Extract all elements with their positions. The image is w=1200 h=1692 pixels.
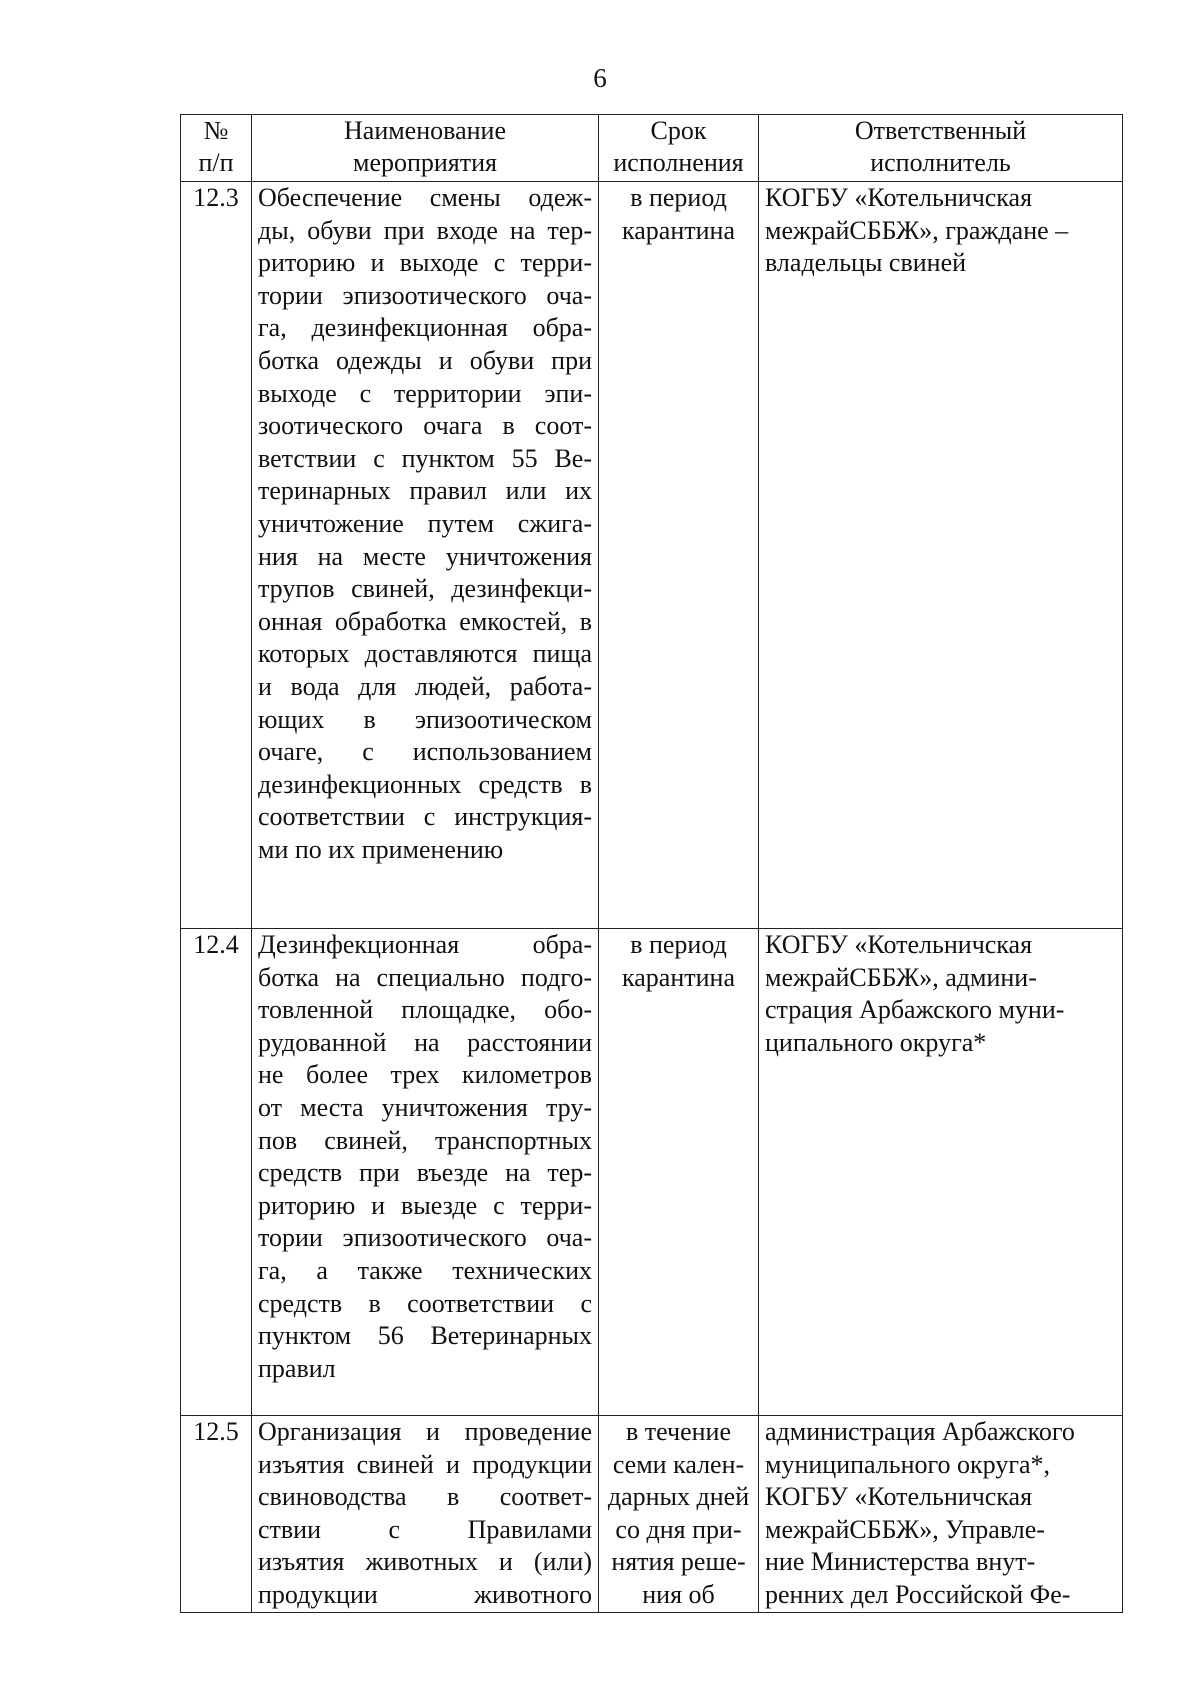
text-line: КОГБУ «Котельничская [765,1482,1033,1512]
text-line: соответствии с инструкция- [258,802,592,832]
row-number: 12.3 [181,182,252,929]
header-term-line: Срок [650,116,707,145]
text-line: муниципального округа*, [765,1449,1051,1479]
text-line: теринарных правил или их [258,476,592,506]
measure-responsible [759,1416,1123,1613]
text-line: пов свиней, транспортных [258,1125,592,1155]
measure-responsible [759,929,1123,1416]
text-line: ми по их применению [258,834,504,864]
header-num-line: № [203,116,229,145]
text-line: страция Арбажского муни- [765,995,1065,1025]
measure-name [252,1416,599,1613]
text-line: ды, обуви при входе на тер- [258,215,592,245]
text-line: от места уничтожения тру- [258,1092,592,1122]
text-line: ренних дел Российской Фе- [765,1579,1071,1609]
measure-name [252,182,599,929]
text-line: КОГБУ «Котельничская [765,183,1033,212]
header-resp-line: Ответственный [854,116,1027,145]
text-line: КОГБУ «Котельничская [765,930,1033,959]
text-line: га, а также технических [258,1255,592,1285]
text-line: Организация и проведение [258,1417,592,1446]
text-line: свиноводства в соответ- [258,1482,592,1512]
header-resp-line: исполнитель [870,148,1011,177]
text-line: Обеспечение смены одеж- [258,183,592,212]
text-line: дарных дней [607,1482,750,1512]
text-line: владельцы свиней [765,248,967,278]
text-line: в период [630,183,727,212]
text-line: товленной площадке, обо- [258,995,592,1025]
text-line: очаге, с использованием [258,737,592,767]
text-line: межрайСББЖ», Управле- [765,1514,1045,1544]
header-name-line: Наименование [344,116,506,145]
table-row [181,929,1123,1416]
header-resp [759,115,1123,182]
text-line: изъятия свиней и продукции [258,1449,592,1479]
header-name-line: мероприятия [352,148,497,177]
header-term [599,115,759,182]
text-line: ние Министерства внут- [765,1547,1036,1577]
text-line: выходе с территории эпи- [258,378,592,408]
text-line: карантина [622,215,735,245]
text-line: нятия реше- [611,1547,746,1577]
text-line: продукции животного [258,1579,592,1609]
text-line: пунктом 56 Ветеринарных [258,1321,592,1351]
text-line: тории эпизоотического оча- [258,280,592,310]
text-line: правил [258,1353,336,1383]
text-line: в период [630,930,727,959]
text-line: ботка на специально подго- [258,962,592,992]
text-line: средств в соответствии с [258,1288,592,1318]
text-line: ния об [642,1579,715,1609]
measure-term [599,1416,759,1613]
text-line: и вода для людей, работа- [258,671,592,701]
header-term-line: исполнения [613,148,744,177]
text-line: изъятия животных и (или) [258,1547,592,1577]
text-line: риторию и выезде с терри- [258,1190,592,1220]
text-line: дезинфекционных средств в [258,769,592,799]
text-line: которых доставляются пища [258,639,592,669]
table-row [181,182,1123,929]
header-num [181,115,252,182]
text-line: зоотического очага в соот- [258,411,592,441]
table-row [181,1416,1123,1613]
text-line: межрайСББЖ», граждане – [765,215,1069,245]
text-line: риторию и выходе с терри- [258,248,592,278]
text-line: онная обработка емкостей, в [258,606,592,636]
text-line: межрайСББЖ», админи- [765,962,1037,992]
text-line: не более трех километров [258,1060,592,1090]
text-line: ботка одежды и обуви при [258,345,592,375]
text-line: уничтожение путем сжига- [258,508,592,538]
row-number: 12.4 [181,929,252,1416]
table-header-row [181,115,1123,182]
measures-table [180,114,1123,1613]
measure-responsible [759,182,1123,929]
text-line: трупов свиней, дезинфекци- [258,574,592,604]
text-line: тории эпизоотического оча- [258,1223,592,1253]
measure-name [252,929,599,1416]
header-name [252,115,599,182]
text-line: ющих в эпизоотическом [258,704,592,734]
measure-term [599,929,759,1416]
text-line: ния на месте уничтожения [258,541,592,571]
header-num-line: п/п [198,148,234,177]
text-line: ципального округа* [765,1027,987,1057]
text-line: со дня при- [615,1514,742,1544]
text-line: Дезинфекционная обра- [258,930,592,959]
text-line: га, дезинфекционная обра- [258,313,592,343]
row-number: 12.5 [181,1416,252,1613]
text-line: рудованной на расстоянии [258,1027,592,1057]
text-line: администрация Арбажского [765,1417,1075,1446]
text-line: средств при въезде на тер- [258,1158,592,1188]
text-line: ветствии с пунктом 55 Ве- [258,443,592,473]
text-line: карантина [622,962,735,992]
text-line: в течение [625,1417,731,1446]
measure-term [599,182,759,929]
page-number: 6 [593,63,607,93]
text-line: семи кален- [612,1449,745,1479]
text-line: ствии с Правилами [258,1514,592,1544]
